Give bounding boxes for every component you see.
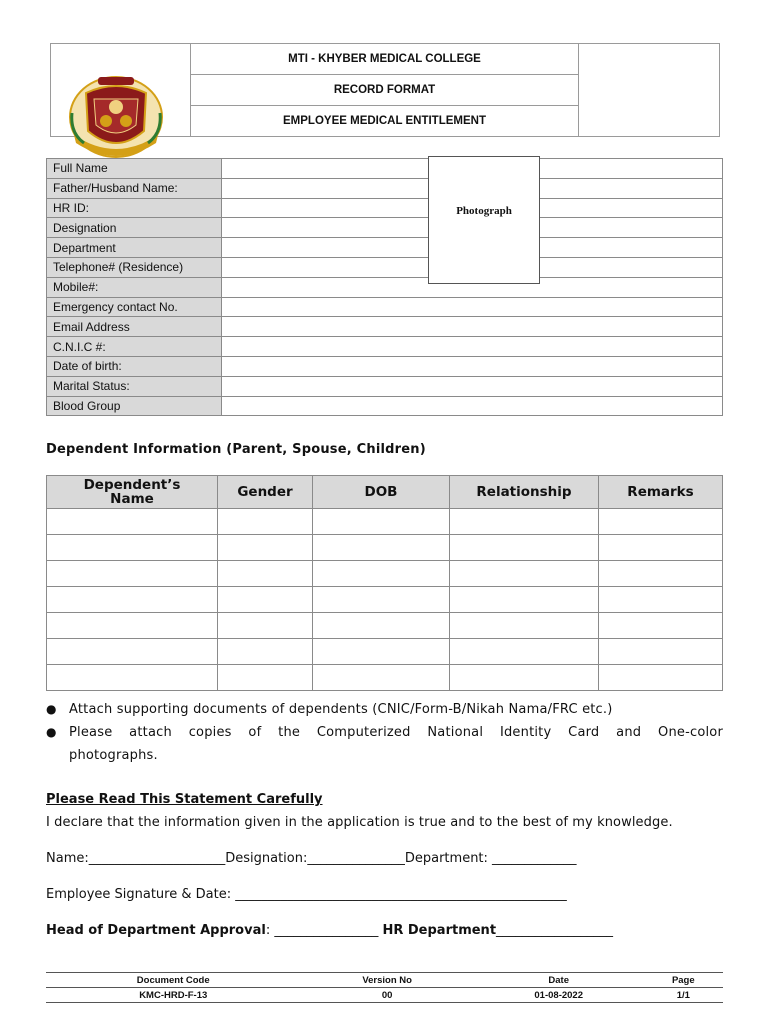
- dependent-cell[interactable]: [313, 509, 450, 535]
- list-item: ● Please attach copies of the Computerized National Identity Card and One-color photographs.: [46, 725, 723, 763]
- college-name: MTI - KHYBER MEDICAL COLLEGE: [190, 44, 579, 75]
- info-field-label: Date of birth:: [47, 356, 222, 376]
- hod-approval-field[interactable]: : ________________: [265, 923, 383, 938]
- dependent-cell[interactable]: [450, 509, 599, 535]
- dependent-cell[interactable]: [47, 561, 218, 587]
- info-row: [47, 178, 723, 198]
- col-relationship: Relationship: [450, 476, 599, 509]
- table-row: [47, 665, 723, 691]
- dependent-cell[interactable]: [218, 561, 313, 587]
- dependent-cell[interactable]: [313, 561, 450, 587]
- declaration-text: I declare that the information given in the application is true and to the best of my knowledge.: [46, 815, 673, 830]
- employee-info-table: [46, 158, 723, 416]
- table-row: [47, 613, 723, 639]
- dependent-cell[interactable]: [313, 665, 450, 691]
- form-title: EMPLOYEE MEDICAL ENTITLEMENT: [283, 115, 486, 127]
- dependent-info-heading: Dependent Information (Parent, Spouse, Children): [46, 442, 426, 457]
- info-field-label: Department: [47, 238, 222, 258]
- info-row: [47, 297, 723, 317]
- table-row: [47, 561, 723, 587]
- photograph-label: Photograph: [456, 205, 512, 217]
- info-field-label: HR ID:: [47, 198, 222, 218]
- dependent-cell[interactable]: [47, 587, 218, 613]
- info-field-label: Email Address: [47, 317, 222, 337]
- hr-department-label: HR Department: [382, 923, 497, 938]
- dependent-cell[interactable]: [450, 561, 599, 587]
- dependent-cell[interactable]: [218, 535, 313, 561]
- info-field-input[interactable]: [222, 317, 723, 337]
- footer-version-label: Version No: [300, 973, 473, 988]
- dependent-cell[interactable]: [450, 613, 599, 639]
- employee-signature-field[interactable]: Employee Signature & Date: ___________________________________________________: [46, 887, 567, 902]
- statement-heading: Please Read This Statement Carefully: [46, 792, 323, 807]
- info-row: [47, 277, 723, 297]
- info-field-input[interactable]: [222, 337, 723, 357]
- info-row: [47, 218, 723, 238]
- info-field-label: Telephone# (Residence): [47, 257, 222, 277]
- info-field-label: Mobile#:: [47, 277, 222, 297]
- document-footer: [46, 972, 723, 1003]
- dependent-cell[interactable]: [450, 639, 599, 665]
- dependent-cell[interactable]: [218, 665, 313, 691]
- dependent-cell[interactable]: [47, 665, 218, 691]
- info-row: [47, 396, 723, 416]
- dependent-cell[interactable]: [450, 665, 599, 691]
- dependent-cell[interactable]: [599, 561, 723, 587]
- info-row: [47, 317, 723, 337]
- dependent-cell[interactable]: [599, 587, 723, 613]
- record-format-label: RECORD FORMAT: [190, 75, 579, 106]
- table-row: [47, 587, 723, 613]
- info-field-label: Father/Husband Name:: [47, 178, 222, 198]
- name-designation-department-fields[interactable]: Name:_____________________Designation:_______________Department: _____________: [46, 851, 577, 866]
- info-row: [47, 198, 723, 218]
- footer-page-label: Page: [644, 973, 723, 988]
- info-row: [47, 159, 723, 179]
- col-remarks: Remarks: [599, 476, 723, 509]
- dependent-cell[interactable]: [47, 613, 218, 639]
- footer-version: 00: [300, 988, 473, 1003]
- dependent-cell[interactable]: [599, 613, 723, 639]
- approval-line: [46, 923, 613, 938]
- info-row: [47, 376, 723, 396]
- list-item: ● Attach supporting documents of dependents (CNIC/Form-B/Nikah Nama/FRC etc.): [46, 702, 613, 717]
- info-field-input[interactable]: [222, 396, 723, 416]
- info-row: [47, 356, 723, 376]
- dependent-cell[interactable]: [47, 535, 218, 561]
- col-dependent-name: Dependent’s Name: [47, 476, 218, 509]
- col-dob: DOB: [313, 476, 450, 509]
- dependent-cell[interactable]: [218, 639, 313, 665]
- header-right-cell: [578, 44, 719, 136]
- info-field-label: Designation: [47, 218, 222, 238]
- table-row: [47, 509, 723, 535]
- dependent-cell[interactable]: [313, 613, 450, 639]
- info-field-label: Emergency contact No.: [47, 297, 222, 317]
- info-field-label: Blood Group: [47, 396, 222, 416]
- dependent-cell[interactable]: [47, 639, 218, 665]
- dependent-cell[interactable]: [218, 509, 313, 535]
- dependent-cell[interactable]: [599, 639, 723, 665]
- col-gender: Gender: [218, 476, 313, 509]
- dependent-cell[interactable]: [313, 535, 450, 561]
- footer-date: 01-08-2022: [474, 988, 644, 1003]
- dependents-table: [46, 475, 723, 691]
- info-field-label: C.N.I.C #:: [47, 337, 222, 357]
- info-field-input[interactable]: [222, 356, 723, 376]
- footer-doc-code: KMC-HRD-F-13: [46, 988, 300, 1003]
- instructions-list: [46, 698, 723, 767]
- dependent-cell[interactable]: [218, 587, 313, 613]
- table-row: [47, 535, 723, 561]
- info-field-label: Marital Status:: [47, 376, 222, 396]
- table-row: [47, 639, 723, 665]
- hod-approval-label: Head of Department Approval: [46, 923, 266, 938]
- info-field-input[interactable]: [222, 376, 723, 396]
- college-crest-logo: [64, 73, 168, 161]
- dependent-cell[interactable]: [47, 509, 218, 535]
- photograph-box: [428, 156, 540, 284]
- dependent-cell[interactable]: [218, 613, 313, 639]
- dependent-cell[interactable]: [313, 587, 450, 613]
- info-field-label: Full Name: [47, 159, 222, 179]
- footer-page: 1/1: [644, 988, 723, 1003]
- info-row: [47, 337, 723, 357]
- dependent-cell[interactable]: [450, 587, 599, 613]
- dependent-cell[interactable]: [313, 639, 450, 665]
- info-field-input[interactable]: [222, 297, 723, 317]
- footer-date-label: Date: [474, 973, 644, 988]
- info-row: [47, 238, 723, 258]
- info-row: [47, 257, 723, 277]
- dependent-cell[interactable]: [599, 509, 723, 535]
- dependent-cell[interactable]: [450, 535, 599, 561]
- dependent-cell[interactable]: [599, 535, 723, 561]
- footer-doc-code-label: Document Code: [46, 973, 300, 988]
- dependent-cell[interactable]: [599, 665, 723, 691]
- hr-department-field[interactable]: __________________: [496, 923, 614, 938]
